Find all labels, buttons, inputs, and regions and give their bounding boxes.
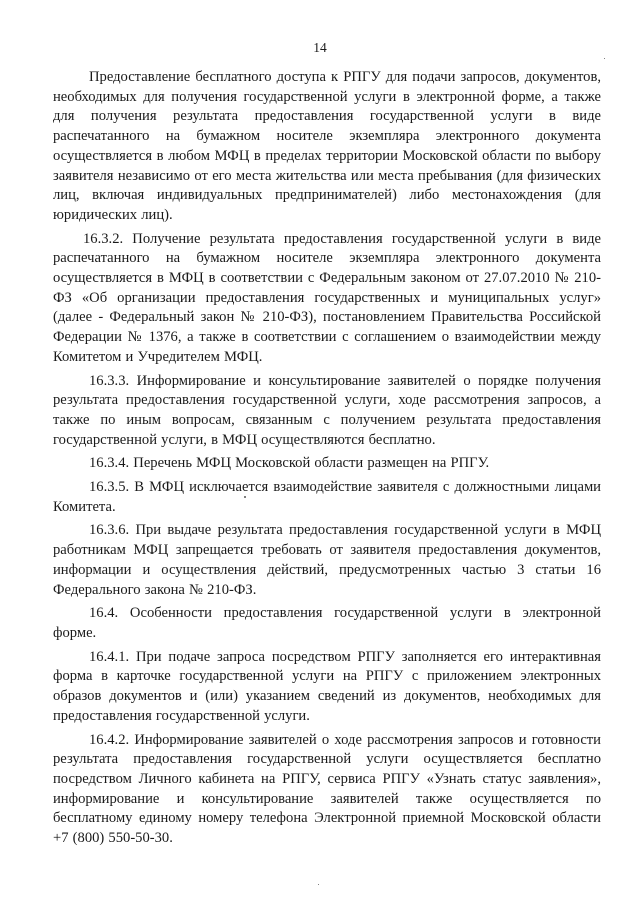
paragraph-16-3-2: 16.3.2. Получение результата предоставления государственной услуги в виде распечатанного на бумажном носителе экземпляра электронного документа осуществляется в МФЦ в соответствии с Федеральным законом от 27.07.2010 № 210-ФЗ «Об организации предоставления государственных и муниципальных услуг» (далее - Федеральный закон № 210-ФЗ), постановлением Правительства Российской Федерации № 1376, а также в соответствии с соглашением о взаимодействии между Комитетом и Учредителем МФЦ. [53,230,601,365]
paragraph-16-3-4: 16.3.4. Перечень МФЦ Московской области размещен на РПГУ. [89,455,490,472]
scan-speck [604,58,605,59]
paragraph-16-4: 16.4. Особенности предоставления государственной услуги в электронной форме. [53,605,601,641]
paragraph-16-4-2: 16.4.2. Информирование заявителей о ходе рассмотрения запросов и готовности результата предоставления государственной услуги осуществляется бесплатно посредством Личного кабинета на РПГУ, сервиса РПГУ «Узнать статус заявления», информирование и консультирование заявителей также осуществляется по бесплатному единому номеру телефона Электронной приемной Московской области +7 (800) 550-50-30. [53,731,601,847]
paragraph-16-3-3: 16.3.3. Информирование и консультирование заявителей о порядке получения результата предоставления государственной услуги, ходе рассмотрения запросов, а также по иным вопросам, связанным с получением результата предоставления государственной услуги, в МФЦ осуществляются бесплатно. [53,372,601,448]
paragraph-mfc-free-access: Предоставление бесплатного доступа к РПГУ для подачи запросов, документов, необходимых для получения государственной услуги в электронной форме, а также для получения результата предоставления государственной услуги в виде распечатанного на бумажном носителе экземпляра электронного документа осуществляется в любом МФЦ в пределах территории Московской области по выбору заявителя независимо от его места жительства или места пребывания (для физических лиц, включая индивидуальных предпринимателей) либо местонахождения (для юридических лиц). [53,69,601,223]
document-body [53,68,601,853]
paragraph-16-3-6: 16.3.6. При выдаче результата предоставления государственной услуги в МФЦ работникам МФЦ запрещается требовать от заявителя предоставления документов, информации и осуществления действий, предусмотренных частью 3 статьи 16 Федерального закона № 210-ФЗ. [53,522,601,598]
scan-speck [318,884,319,885]
paragraph-16-4-1: 16.4.1. При подаче запроса посредством РПГУ заполняется его интерактивная форма в карточке государственной услуги на РПГУ с приложением электронных образов документов и (или) указанием сведений из документов, необходимых для предоставления государственной услуги. [53,648,601,724]
page-number: 14 [313,40,327,55]
scan-speck [244,496,246,498]
paragraph-16-3-5: 16.3.5. В МФЦ исключается взаимодействие заявителя с должностными лицами Комитета. [53,479,601,515]
